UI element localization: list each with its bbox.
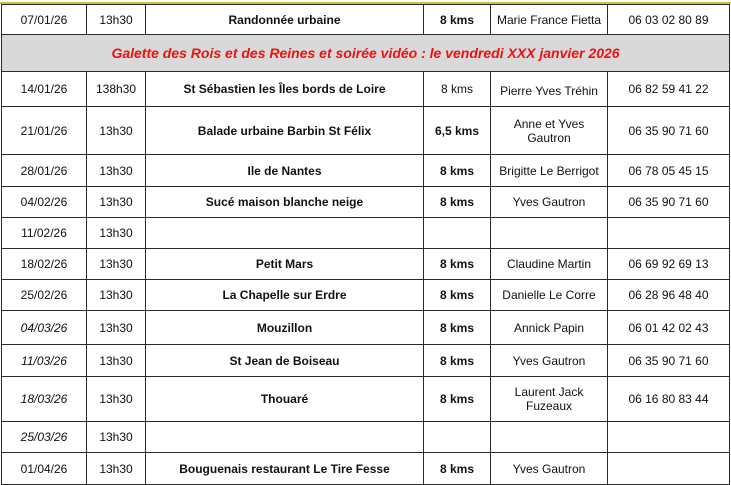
guide-cell: Yves Gautron — [491, 345, 608, 377]
time-cell: 13h30 — [87, 218, 146, 249]
distance-cell: 8 kms — [424, 187, 491, 218]
event-banner: Galette des Rois et des Reines et soirée vidéo : le vendredi XXX janvier 2026 — [2, 35, 730, 72]
guide-cell: Pierre Yves Tréhin — [491, 72, 608, 107]
hike-schedule-table — [1, 4, 730, 485]
phone-cell — [608, 218, 730, 249]
date-cell: 28/01/26 — [2, 155, 87, 187]
date-cell: 11/03/26 — [2, 345, 87, 377]
distance-cell: 8 kms — [424, 5, 491, 35]
guide-cell: Anne et Yves Gautron — [491, 107, 608, 155]
date-cell: 18/03/26 — [2, 377, 87, 422]
date-cell: 25/03/26 — [2, 422, 87, 453]
time-cell: 13h30 — [87, 5, 146, 35]
place-cell: Thouaré — [146, 377, 424, 422]
time-cell: 13h30 — [87, 345, 146, 377]
distance-cell: 8 kms — [424, 72, 491, 107]
table-row — [2, 72, 730, 107]
place-cell — [146, 218, 424, 249]
date-cell: 04/03/26 — [2, 311, 87, 345]
time-cell: 13h30 — [87, 249, 146, 280]
place-cell: Bouguenais restaurant Le Tire Fesse — [146, 453, 424, 485]
distance-cell — [424, 218, 491, 249]
guide-cell: Danielle Le Corre — [491, 280, 608, 311]
distance-cell: 8 kms — [424, 377, 491, 422]
place-cell — [146, 422, 424, 453]
guide-cell: Yves Gautron — [491, 453, 608, 485]
table-row — [2, 280, 730, 311]
distance-cell: 8 kms — [424, 280, 491, 311]
place-cell: St Sébastien les Îles bords de Loire — [146, 72, 424, 107]
phone-cell: 06 01 42 02 43 — [608, 311, 730, 345]
distance-cell: 8 kms — [424, 249, 491, 280]
time-cell: 13h30 — [87, 453, 146, 485]
date-cell: 18/02/26 — [2, 249, 87, 280]
table-row — [2, 107, 730, 155]
date-cell: 21/01/26 — [2, 107, 87, 155]
date-cell: 04/02/26 — [2, 187, 87, 218]
distance-cell — [424, 422, 491, 453]
place-cell: Randonnée urbaine — [146, 5, 424, 35]
distance-cell: 8 kms — [424, 345, 491, 377]
guide-cell: Claudine Martin — [491, 249, 608, 280]
guide-cell: Yves Gautron — [491, 187, 608, 218]
time-cell: 13h30 — [87, 107, 146, 155]
table-row — [2, 422, 730, 453]
time-cell: 13h30 — [87, 155, 146, 187]
place-cell: La Chapelle sur Erdre — [146, 280, 424, 311]
phone-cell: 06 82 59 41 22 — [608, 72, 730, 107]
guide-cell — [491, 218, 608, 249]
date-cell: 01/04/26 — [2, 453, 87, 485]
phone-cell: 06 35 90 71 60 — [608, 107, 730, 155]
table-row — [2, 5, 730, 35]
place-cell: Sucé maison blanche neige — [146, 187, 424, 218]
time-cell: 13h30 — [87, 280, 146, 311]
time-cell: 138h30 — [87, 72, 146, 107]
date-cell: 25/02/26 — [2, 280, 87, 311]
time-cell: 13h30 — [87, 187, 146, 218]
phone-cell: 06 69 92 69 13 — [608, 249, 730, 280]
place-cell: Balade urbaine Barbin St Félix — [146, 107, 424, 155]
phone-cell: 06 16 80 83 44 — [608, 377, 730, 422]
place-cell: Petit Mars — [146, 249, 424, 280]
guide-cell: Brigitte Le Berrigot — [491, 155, 608, 187]
phone-cell — [608, 422, 730, 453]
time-cell: 13h30 — [87, 377, 146, 422]
distance-cell: 6,5 kms — [424, 107, 491, 155]
phone-cell — [608, 453, 730, 485]
phone-cell: 06 28 96 48 40 — [608, 280, 730, 311]
table-row — [2, 218, 730, 249]
date-cell: 07/01/26 — [2, 5, 87, 35]
phone-cell: 06 35 90 71 60 — [608, 187, 730, 218]
place-cell: Mouzillon — [146, 311, 424, 345]
distance-cell: 8 kms — [424, 453, 491, 485]
table-row — [2, 311, 730, 345]
phone-cell: 06 35 90 71 60 — [608, 345, 730, 377]
table-row — [2, 155, 730, 187]
distance-cell: 8 kms — [424, 311, 491, 345]
guide-cell: Marie France Fietta — [491, 5, 608, 35]
table-row — [2, 377, 730, 422]
distance-cell: 8 kms — [424, 155, 491, 187]
phone-cell: 06 03 02 80 89 — [608, 5, 730, 35]
place-cell: St Jean de Boiseau — [146, 345, 424, 377]
date-cell: 14/01/26 — [2, 72, 87, 107]
banner-row — [2, 35, 730, 72]
table-row — [2, 453, 730, 485]
time-cell: 13h30 — [87, 422, 146, 453]
time-cell: 13h30 — [87, 311, 146, 345]
guide-cell: Laurent Jack Fuzeaux — [491, 377, 608, 422]
guide-cell — [491, 422, 608, 453]
phone-cell: 06 78 05 45 15 — [608, 155, 730, 187]
date-cell: 11/02/26 — [2, 218, 87, 249]
table-row — [2, 249, 730, 280]
place-cell: Ile de Nantes — [146, 155, 424, 187]
table-row — [2, 187, 730, 218]
table-row — [2, 345, 730, 377]
guide-cell: Annick Papin — [491, 311, 608, 345]
